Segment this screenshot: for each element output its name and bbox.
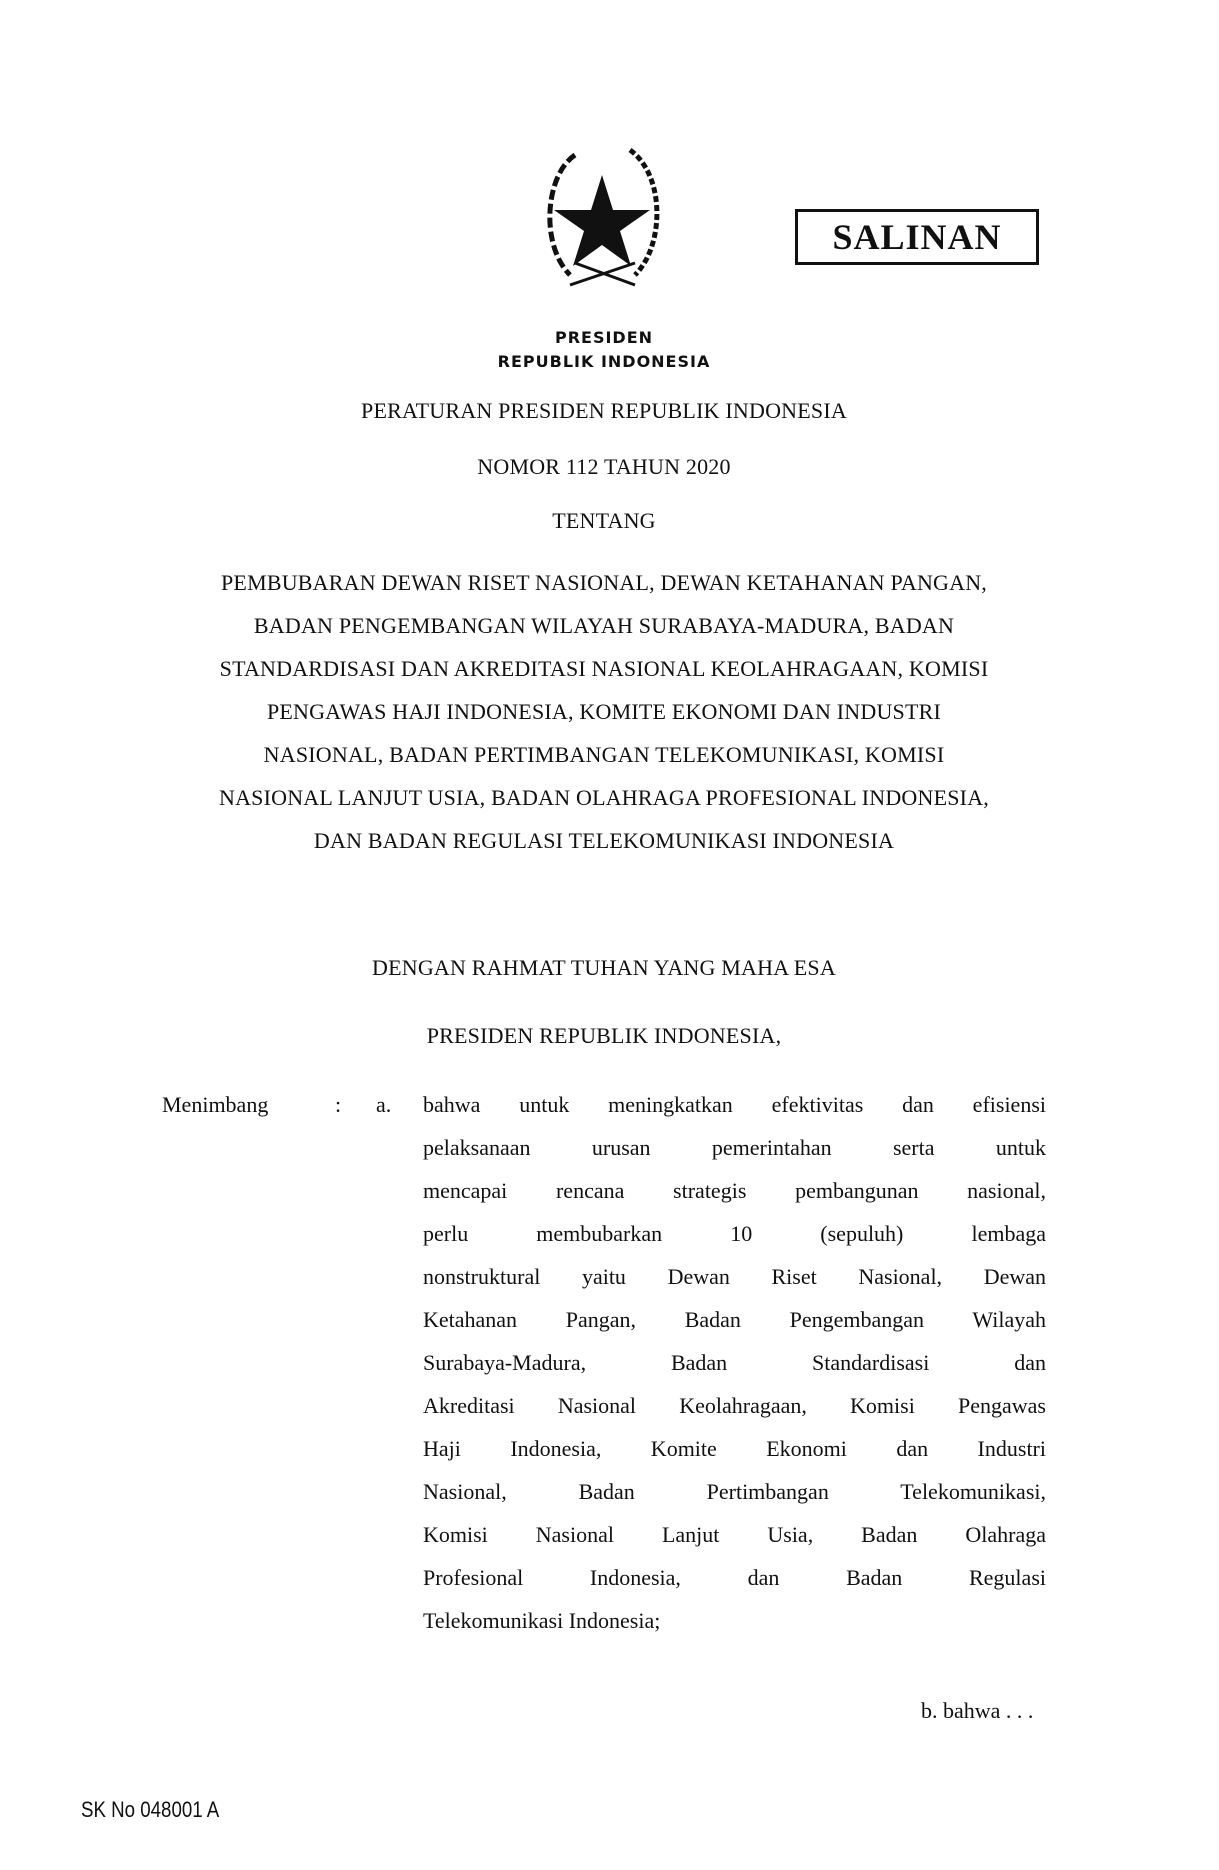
subject-line: NASIONAL LANJUT USIA, BADAN OLAHRAGA PROFESIONAL INDONESIA, — [219, 785, 989, 810]
seal-text-presiden: PRESIDEN — [554, 328, 654, 347]
footer-code: SK No 048001 A — [81, 1797, 220, 1822]
considering-colon: : — [335, 1092, 342, 1117]
salinan-stamp: SALINAN — [795, 209, 1039, 265]
continuation-catchword: b. bahwa . . . — [921, 1698, 1034, 1723]
considering-label: Menimbang — [162, 1092, 269, 1117]
considering-line: Surabaya-Madura, Badan Standardisasi dan — [423, 1350, 1046, 1375]
about-label: TENTANG — [552, 508, 656, 533]
considering-line: pelaksanaan urusan pemerintahan serta untuk — [423, 1135, 1046, 1160]
seal-text-republik: REPUBLIK INDONESIA — [497, 352, 711, 371]
considering-line: Profesional Indonesia, dan Badan Regulasi — [423, 1565, 1046, 1590]
subject-line: STANDARDISASI DAN AKREDITASI NASIONAL KEOLAHRAGAAN, KOMISI — [219, 656, 989, 681]
item-marker: a. — [376, 1092, 392, 1117]
considering-line: nonstruktural yaitu Dewan Riset Nasional, Dewan — [423, 1264, 1046, 1289]
regulation-number: NOMOR 112 TAHUN 2020 — [477, 454, 731, 479]
considering-line: Telekomunikasi Indonesia; — [423, 1608, 661, 1633]
considering-line: perlu membubarkan 10 (sepuluh) lembaga — [423, 1221, 1046, 1246]
issuer: PRESIDEN REPUBLIK INDONESIA, — [426, 1023, 782, 1048]
subject-line: PEMBUBARAN DEWAN RISET NASIONAL, DEWAN KETAHANAN PANGAN, — [221, 570, 987, 595]
considering-line: Nasional, Badan Pertimbangan Telekomunikasi, — [423, 1479, 1046, 1504]
subject-line: NASIONAL, BADAN PERTIMBANGAN TELEKOMUNIKASI, KOMISI — [263, 742, 945, 767]
subject-line: DAN BADAN REGULASI TELEKOMUNIKASI INDONESIA — [313, 828, 895, 853]
subject-line: PENGAWAS HAJI INDONESIA, KOMITE EKONOMI DAN INDUSTRI — [266, 699, 942, 724]
considering-line: Haji Indonesia, Komite Ekonomi dan Industri — [423, 1436, 1046, 1461]
considering-line: Akreditasi Nasional Keolahragaan, Komisi Pengawas — [423, 1393, 1046, 1418]
document-title: PERATURAN PRESIDEN REPUBLIK INDONESIA — [361, 398, 847, 423]
considering-line: bahwa untuk meningkatkan efektivitas dan efisiensi — [423, 1092, 1046, 1117]
considering-line: Komisi Nasional Lanjut Usia, Badan Olahraga — [423, 1522, 1046, 1547]
considering-line: Ketahanan Pangan, Badan Pengembangan Wilayah — [423, 1307, 1046, 1332]
garuda-star-emblem-icon — [535, 135, 669, 300]
considering-line: mencapai rencana strategis pembangunan nasional, — [423, 1178, 1046, 1203]
blessing: DENGAN RAHMAT TUHAN YANG MAHA ESA — [372, 955, 836, 980]
subject-line: BADAN PENGEMBANGAN WILAYAH SURABAYA-MADURA, BADAN — [253, 613, 955, 638]
